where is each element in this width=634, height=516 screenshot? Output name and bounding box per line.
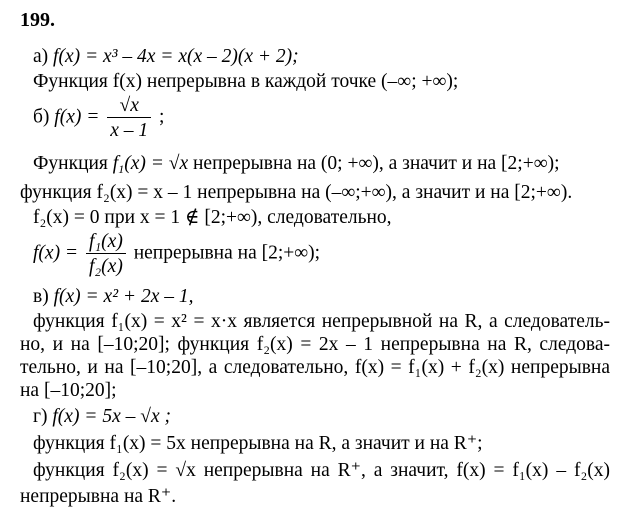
part-b-frac-num: f₁(x) <box>88 231 123 252</box>
part-g-formula-line <box>33 407 171 427</box>
part-b-line2: функция f₂(x) = x – 1 непрерывна на (–∞;+∞), а значит и на [2;+∞). <box>20 182 573 203</box>
part-b-formula-lhs: f(x) = <box>54 106 100 128</box>
part-b-frac-lhs: f(x) = <box>33 242 79 264</box>
part-v-line4: на [–10;20]; <box>20 380 117 401</box>
part-b-fraction <box>107 96 151 140</box>
part-b-denominator: x – 1 <box>110 119 149 141</box>
part-b-label: б) <box>33 106 50 128</box>
part-v-line3: тельно, и на [–10;20], а следовательно, f(x) = f₁(x) + f₂(x) непрерывна <box>20 357 610 378</box>
part-v-label: в) <box>33 286 49 307</box>
part-g-formula: f(x) = 5x – √x ; <box>52 406 171 427</box>
part-g-line2: функция f₂(x) = √x непрерывна на R⁺, а значит, f(x) = f₁(x) – f₂(x) <box>33 460 610 481</box>
part-b-line3: f₂(x) = 0 при x = 1 ∉ [2;+∞), следовательно, <box>33 207 392 228</box>
part-b-frac-text: непрерывна на [2;+∞); <box>133 242 321 264</box>
part-a-formula: f(x) = x³ – 4x = x(x – 2)(x + 2); <box>53 46 299 67</box>
part-b-fraction-line <box>33 232 320 276</box>
part-g-label: г) <box>33 406 48 427</box>
part-b-line1-end: непрерывна на (0; +∞), а значит и на [2;+∞); <box>193 153 560 174</box>
part-g-line1: функция f₁(x) = 5x непрерывна на R, а значит и на R⁺; <box>33 433 483 454</box>
part-b-frac-den: f₂(x) <box>88 255 123 277</box>
part-b-fraction-2 <box>86 232 126 276</box>
part-b-line1-start: Функция <box>33 153 108 174</box>
part-v-formula-line <box>33 287 194 307</box>
part-v-line1: функция f₁(x) = x² = x·x является непрерывной на R, а следователь- <box>33 311 610 332</box>
part-g-line3: непрерывна на R⁺. <box>20 486 177 507</box>
part-a-formula-line <box>33 47 299 67</box>
part-v-formula: f(x) = x² + 2x – 1, <box>53 286 194 307</box>
part-b-formula-end: ; <box>159 106 165 128</box>
part-v-line2: но, и на [–10;20]; функция f₂(x) = 2x – 1 непрерывна на R, следова- <box>20 334 610 355</box>
part-b-numerator: √x <box>119 95 139 116</box>
problem-number: 199. <box>20 9 55 31</box>
part-a-text: Функция f(x) непрерывна в каждой точке (–∞; +∞); <box>33 71 459 92</box>
part-b-formula-line <box>33 96 164 140</box>
part-b-line1: Функция $f_1(x) = √x$ непрерывна на (0; +∞), а значит и на [2;+∞); <box>33 153 560 176</box>
part-a-label: а) <box>33 46 49 67</box>
